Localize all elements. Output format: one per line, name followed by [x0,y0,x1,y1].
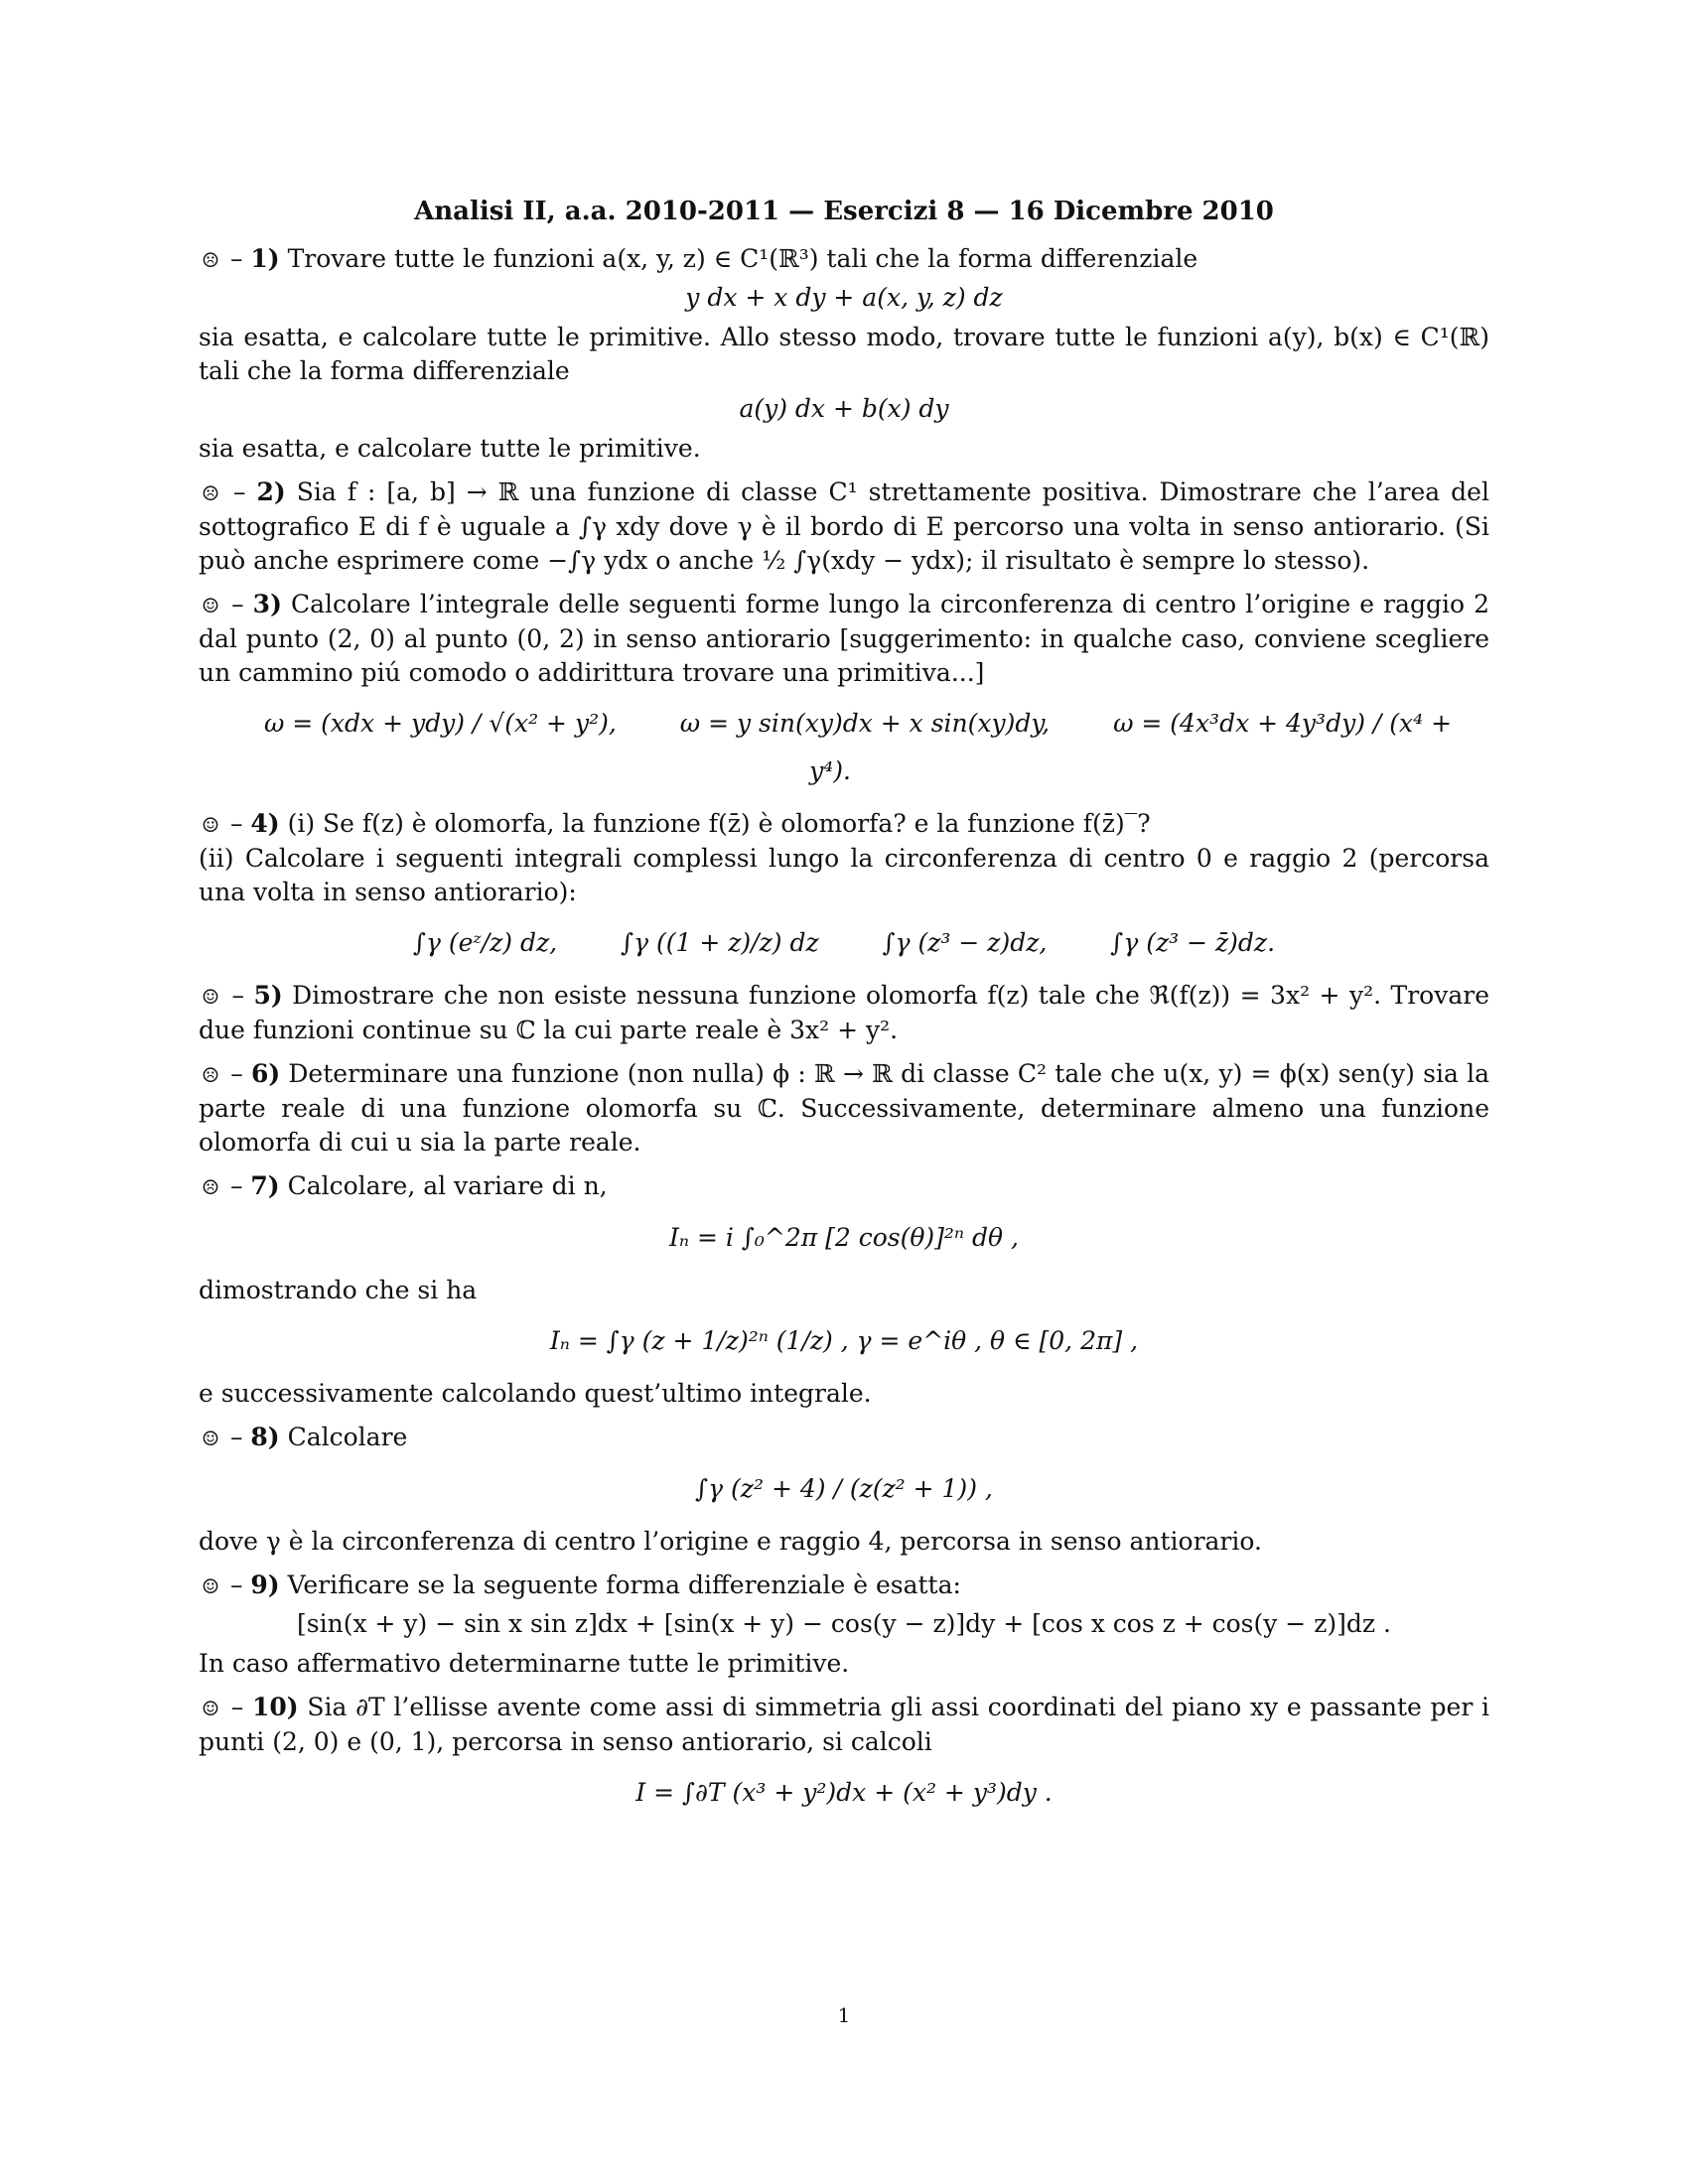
exercise-number: 3) [252,590,282,618]
page-number: 1 [837,2003,851,2027]
smile-icon: ☺ [202,594,219,617]
exercise-7: ☹ – 7) Calcolare, al variare di n, Iₙ = i ∫₀^2π [2 cos(θ)]²ⁿ dθ , dimostrando che si ha Iₙ = ∫γ (z + 1/z)²ⁿ (1/z) , γ = e^iθ , θ ∈ [0, 2π] , e successivamente calcolando quest’ultimo integrale. [199,1169,1489,1411]
exercise-text: Verificare se la seguente forma differenziale è esatta: [287,1570,961,1599]
smile-icon: ☺ [202,985,219,1009]
exercise-text: sia esatta, e calcolare tutte le primitive. Allo stesso modo, trovare tutte le funzioni a(y), b(x) ∈ C¹(ℝ) tali che la forma differenziale [199,323,1489,385]
exercise-text: Sia ∂T l’ellisse avente come assi di simmetria gli assi coordinati del piano xy e passante per i punti (2, 0) e (0, 1), percorsa in senso antiorario, si calcoli [199,1693,1489,1756]
frown-icon: ☹ [202,1175,219,1199]
exercise-text: dove γ è la circonferenza di centro l’origine e raggio 4, percorsa in senso antiorario. [199,1527,1262,1556]
formula: ω = y sin(xy)dx + x sin(xy)dy, [679,709,1051,738]
exercise-text: sia esatta, e calcolare tutte le primitive. [199,434,701,463]
formula: I = ∫∂T (x³ + y²)dx + (x² + y³)dy . [635,1778,1053,1807]
exercise-text: (ii) Calcolare i seguenti integrali complessi lungo la circonferenza di centro 0 e raggio 2 (percorsa una volta in senso antiorario): [199,844,1489,906]
formula: Iₙ = ∫γ (z + 1/z)²ⁿ (1/z) , γ = e^iθ , θ ∈ [0, 2π] , [549,1326,1139,1355]
exercise-1: ☹ – 1) Trovare tutte le funzioni a(x, y, z) ∈ C¹(ℝ³) tali che la forma differenziale y dx + x dy + a(x, y, z) dz sia esatta, e calcolare tutte le primitive. Allo stesso modo, trovare tutte le funzioni a(y), b(x) ∈ C¹(ℝ) tali che la forma differenziale a(y) dx + b(x) dy sia esatta, e calcolare tutte le primitive. [199,242,1489,466]
formula: ω = (xdx + ydy) / √(x² + y²), [263,709,617,738]
formula: ∫γ ((1 + z)/z) dz [621,928,819,957]
exercise-number: 4) [250,809,280,838]
smile-icon: ☺ [202,1427,219,1450]
exercise-text: Determinare una funzione (non nulla) ϕ : ℝ → ℝ di classe C² tale che u(x, y) = ϕ(x) sen(y) sia la parte reale di una funzione olomorfa su ℂ. Successivamente, determinare almeno una funzione olomorfa di cui u sia la parte reale. [199,1059,1489,1157]
exercise-3: ☺ – 3) Calcolare l’integrale delle seguenti forme lungo la circonferenza di centro l’origine e raggio 2 dal punto (2, 0) al punto (0, 2) in senso antiorario [suggerimento: in qualche caso, conviene scegliere un cammino piú comodo o addirittura trovare una primitiva...] ω = (xdx + ydy) / √(x² + y²), ω = y sin(xy)dx + x sin(xy)dy, ω = (4x³dx + 4y³dy) / (x⁴ + y⁴). [199,588,1489,795]
formula: ∫γ (z³ − z)dz, [882,928,1048,957]
exercise-text: Sia f : [a, b] → ℝ una funzione di classe C¹ strettamente positiva. Dimostrare che l’area del sottografico E di f è uguale a ∫γ xdy dove γ è il bordo di E percorso una volta in senso antiorario. (Si può anche esprimere come −∫γ ydx o anche ½ ∫γ(xdy − ydx); il risultato è sempre lo stesso). [199,478,1489,575]
exercise-number: 7) [250,1171,280,1200]
exercise-text: e successivamente calcolando quest’ultimo integrale. [199,1379,872,1408]
formula: ∫γ (eᶻ/z) dz, [412,928,558,957]
exercise-5: ☺ – 5) Dimostrare che non esiste nessuna funzione olomorfa f(z) tale che ℜ(f(z)) = 3x² + y². Trovare due funzioni continue su ℂ la cui parte reale è 3x² + y². [199,981,1489,1044]
document-page [199,195,1489,1829]
exercise-number: 1) [250,244,280,273]
exercise-9: ☺ – 9) Verificare se la seguente forma differenziale è esatta: [sin(x + y) − sin x sin z]dx + [sin(x + y) − cos(y − z)]dy + [cos x cos z + cos(y − z)]dz . In caso affermativo determinarne tutte le primitive. [199,1569,1489,1681]
formula: a(y) dx + b(x) dy [739,394,949,423]
exercise-text: Calcolare [287,1423,408,1451]
exercise-number: 2) [256,478,286,506]
exercise-8: ☺ – 8) Calcolare ∫γ (z² + 4) / (z(z² + 1)) , dove γ è la circonferenza di centro l’origine e raggio 4, percorsa in senso antiorario. [199,1421,1489,1559]
frown-icon: ☹ [202,1063,219,1087]
formula-row [199,919,1489,967]
formula: ∫γ (z² + 4) / (z(z² + 1)) , [695,1474,993,1503]
exercise-text: (i) Se f(z) è olomorfa, la funzione f(z̄) è olomorfa? e la funzione f(z̄)‾? [287,809,1151,838]
exercise-number: 6) [250,1059,281,1088]
formula: ∫γ (z³ − z̄)dz. [1110,928,1276,957]
exercise-text: Dimostrare che non esiste nessuna funzione olomorfa f(z) tale che ℜ(f(z)) = 3x² + y². Trovare due funzioni continue su ℂ la cui parte reale è 3x² + y². [199,981,1489,1044]
smile-icon: ☺ [202,1697,219,1720]
exercise-10: ☺ – 10) Sia ∂T l’ellisse avente come assi di simmetria gli assi coordinati del piano xy e passante per i punti (2, 0) e (0, 1), percorsa in senso antiorario, si calcoli I = ∫∂T (x³ + y²)dx + (x² + y³)dy . [199,1691,1489,1817]
frown-icon: ☹ [202,481,219,505]
exercise-number: 10) [251,1693,299,1721]
exercise-4: ☺ – 4) (i) Se f(z) è olomorfa, la funzione f(z̄) è olomorfa? e la funzione f(z̄)‾? (ii) Calcolare i seguenti integrali complessi lungo la circonferenza di centro 0 e raggio 2 (percorsa una volta in senso antiorario): ∫γ (eᶻ/z) dz, ∫γ ((1 + z)/z) dz ∫γ (z³ − z)dz, ∫γ (z³ − z̄)dz. [199,807,1489,967]
frown-icon: ☹ [202,248,219,272]
formula: ω = (4x³dx + 4y³dy) / (x⁴ + y⁴). [809,709,1453,785]
exercise-text: Calcolare l’integrale delle seguenti forme lungo la circonferenza di centro l’origine e raggio 2 dal punto (2, 0) al punto (0, 2) in senso antiorario [suggerimento: in qualche caso, conviene scegliere un cammino piú comodo o addirittura trovare una primitiva...] [199,590,1489,687]
formula: Iₙ = i ∫₀^2π [2 cos(θ)]²ⁿ dθ , [669,1223,1019,1252]
smile-icon: ☺ [202,1574,219,1598]
formula: y dx + x dy + a(x, y, z) dz [685,283,1003,312]
exercise-6: ☹ – 6) Determinare una funzione (non nulla) ϕ : ℝ → ℝ di classe C² tale che u(x, y) = ϕ(x) sen(y) sia la parte reale di una funzione olomorfa su ℂ. Successivamente, determinare almeno una funzione olomorfa di cui u sia la parte reale. [199,1059,1489,1157]
exercise-number: 9) [250,1570,280,1599]
exercise-number: 8) [250,1423,280,1451]
formula: [sin(x + y) − sin x sin z]dx + [sin(x + y) − cos(y − z)]dy + [cos x cos z + cos(y − z)]dz . [297,1609,1391,1638]
exercise-text: Trovare tutte le funzioni a(x, y, z) ∈ C¹(ℝ³) tali che la forma differenziale [287,244,1198,273]
exercise-text: In caso affermativo determinarne tutte le primitive. [199,1649,850,1678]
exercise-text: Calcolare, al variare di n, [287,1171,608,1200]
smile-icon: ☺ [202,813,219,837]
exercise-number: 5) [253,981,283,1010]
exercise-2: ☹ – 2) Sia f : [a, b] → ℝ una funzione di classe C¹ strettamente positiva. Dimostrare che l’area del sottografico E di f è uguale a ∫γ xdy dove γ è il bordo di E percorso una volta in senso antiorario. (Si può anche esprimere come −∫γ ydx o anche ½ ∫γ(xdy − ydx); il risultato è sempre lo stesso). [199,478,1489,575]
page-title: Analisi II, a.a. 2010-2011 — Esercizi 8 — 16 Dicembre 2010 [414,197,1274,226]
formula-row [199,700,1489,795]
exercise-text: dimostrando che si ha [199,1276,478,1304]
